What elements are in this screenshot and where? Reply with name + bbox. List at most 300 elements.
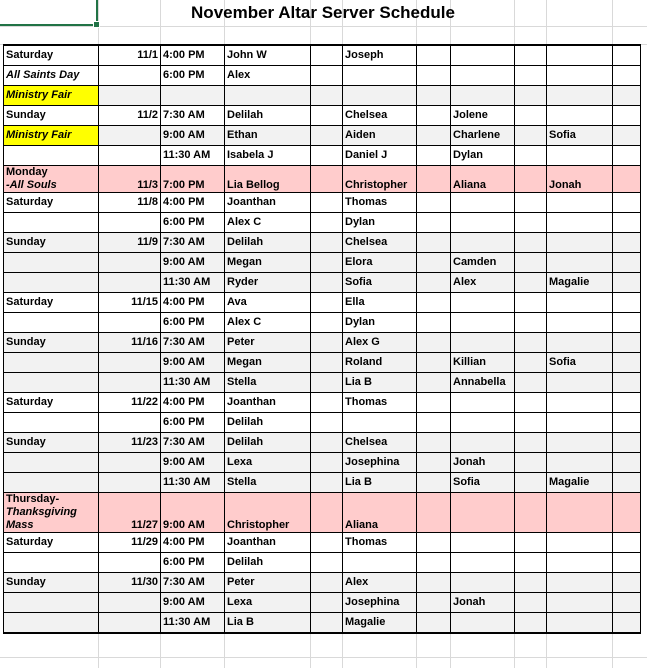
server-2-cell[interactable]: Lia B <box>343 373 417 393</box>
server-4-cell[interactable] <box>547 373 613 393</box>
spacer-cell[interactable] <box>515 293 547 313</box>
spacer-cell[interactable] <box>515 593 547 613</box>
day-cell[interactable] <box>4 273 99 293</box>
spacer-cell[interactable] <box>311 233 343 253</box>
day-cell[interactable] <box>4 493 99 533</box>
spacer-cell[interactable] <box>515 106 547 126</box>
table-row[interactable] <box>4 373 641 393</box>
time-cell[interactable]: 7:30 AM <box>161 333 225 353</box>
day-cell[interactable] <box>4 353 99 373</box>
server-1-cell[interactable]: Ryder <box>225 273 311 293</box>
server-2-cell[interactable]: Dylan <box>343 213 417 233</box>
spacer-cell[interactable] <box>311 373 343 393</box>
spacer-cell[interactable] <box>311 86 343 106</box>
server-4-cell[interactable] <box>547 66 613 86</box>
server-3-cell[interactable] <box>451 313 515 333</box>
spacer-cell[interactable] <box>417 166 451 193</box>
table-row[interactable] <box>4 45 641 66</box>
spacer-cell[interactable] <box>417 313 451 333</box>
server-1-cell[interactable]: Stella <box>225 473 311 493</box>
server-4-cell[interactable] <box>547 493 613 533</box>
time-cell[interactable]: 11:30 AM <box>161 473 225 493</box>
server-2-cell[interactable] <box>343 66 417 86</box>
day-cell[interactable] <box>4 413 99 433</box>
spacer-cell[interactable] <box>613 166 641 193</box>
day-cell[interactable] <box>4 213 99 233</box>
spacer-cell[interactable] <box>515 253 547 273</box>
server-2-cell[interactable]: Roland <box>343 353 417 373</box>
date-cell[interactable]: 11/9 <box>99 233 161 253</box>
date-cell[interactable] <box>99 86 161 106</box>
spacer-cell[interactable] <box>417 573 451 593</box>
server-3-cell[interactable] <box>451 333 515 353</box>
day-cell[interactable] <box>4 166 99 193</box>
server-4-cell[interactable] <box>547 573 613 593</box>
table-row[interactable] <box>4 313 641 333</box>
spacer-cell[interactable] <box>515 573 547 593</box>
table-row[interactable] <box>4 273 641 293</box>
date-cell[interactable]: 11/27 <box>99 493 161 533</box>
date-cell[interactable]: 11/15 <box>99 293 161 313</box>
server-2-cell[interactable]: Christopher <box>343 166 417 193</box>
server-1-cell[interactable]: Delilah <box>225 553 311 573</box>
spacer-cell[interactable] <box>311 193 343 213</box>
spacer-cell[interactable] <box>613 493 641 533</box>
server-4-cell[interactable] <box>547 533 613 553</box>
spacer-cell[interactable] <box>417 353 451 373</box>
spacer-cell[interactable] <box>417 106 451 126</box>
day-cell[interactable]: Sunday <box>4 106 99 126</box>
date-cell[interactable]: 11/16 <box>99 333 161 353</box>
server-4-cell[interactable] <box>547 433 613 453</box>
spacer-cell[interactable] <box>311 613 343 634</box>
spacer-cell[interactable] <box>311 146 343 166</box>
spacer-cell[interactable] <box>417 293 451 313</box>
server-3-cell[interactable]: Annabella <box>451 373 515 393</box>
spacer-cell[interactable] <box>311 106 343 126</box>
server-4-cell[interactable] <box>547 593 613 613</box>
server-1-cell[interactable]: Joanthan <box>225 533 311 553</box>
spacer-cell[interactable] <box>515 373 547 393</box>
spacer-cell[interactable] <box>417 613 451 634</box>
day-cell[interactable]: Saturday <box>4 45 99 66</box>
day-cell[interactable]: Sunday <box>4 433 99 453</box>
spacer-cell[interactable] <box>613 233 641 253</box>
server-1-cell[interactable]: Lia Bellog <box>225 166 311 193</box>
spacer-cell[interactable] <box>613 473 641 493</box>
date-cell[interactable]: 11/8 <box>99 193 161 213</box>
server-2-cell[interactable]: Aiden <box>343 126 417 146</box>
spacer-cell[interactable] <box>417 553 451 573</box>
table-row[interactable] <box>4 233 641 253</box>
spacer-cell[interactable] <box>417 453 451 473</box>
time-cell[interactable]: 11:30 AM <box>161 373 225 393</box>
server-1-cell[interactable]: Peter <box>225 573 311 593</box>
date-cell[interactable] <box>99 273 161 293</box>
time-cell[interactable]: 4:00 PM <box>161 193 225 213</box>
spacer-cell[interactable] <box>311 453 343 473</box>
table-row[interactable] <box>4 193 641 213</box>
spacer-cell[interactable] <box>311 293 343 313</box>
spacer-cell[interactable] <box>417 126 451 146</box>
time-cell[interactable] <box>161 86 225 106</box>
server-4-cell[interactable] <box>547 613 613 634</box>
date-cell[interactable]: 11/29 <box>99 533 161 553</box>
table-row[interactable] <box>4 86 641 106</box>
spacer-cell[interactable] <box>417 473 451 493</box>
spacer-cell[interactable] <box>417 66 451 86</box>
server-2-cell[interactable]: Chelsea <box>343 233 417 253</box>
server-1-cell[interactable]: Alex C <box>225 213 311 233</box>
day-cell[interactable]: Saturday <box>4 193 99 213</box>
spacer-cell[interactable] <box>613 433 641 453</box>
server-4-cell[interactable]: Sofia <box>547 126 613 146</box>
table-row[interactable] <box>4 333 641 353</box>
time-cell[interactable]: 6:00 PM <box>161 66 225 86</box>
day-cell[interactable] <box>4 613 99 634</box>
spacer-cell[interactable] <box>613 553 641 573</box>
date-cell[interactable] <box>99 146 161 166</box>
date-cell[interactable] <box>99 213 161 233</box>
spacer-cell[interactable] <box>515 453 547 473</box>
time-cell[interactable]: 4:00 PM <box>161 293 225 313</box>
spacer-cell[interactable] <box>515 553 547 573</box>
server-1-cell[interactable]: Joanthan <box>225 393 311 413</box>
spacer-cell[interactable] <box>311 473 343 493</box>
server-1-cell[interactable]: Lexa <box>225 593 311 613</box>
time-cell[interactable]: 11:30 AM <box>161 613 225 634</box>
spacer-cell[interactable] <box>515 613 547 634</box>
spacer-cell[interactable] <box>311 273 343 293</box>
server-2-cell[interactable]: Lia B <box>343 473 417 493</box>
server-1-cell[interactable]: Alex C <box>225 313 311 333</box>
table-row[interactable] <box>4 146 641 166</box>
date-cell[interactable]: 11/22 <box>99 393 161 413</box>
date-cell[interactable] <box>99 373 161 393</box>
server-1-cell[interactable]: Ethan <box>225 126 311 146</box>
server-1-cell[interactable] <box>225 86 311 106</box>
server-2-cell[interactable]: Aliana <box>343 493 417 533</box>
spacer-cell[interactable] <box>613 45 641 66</box>
server-4-cell[interactable] <box>547 453 613 473</box>
server-4-cell[interactable] <box>547 106 613 126</box>
table-row[interactable] <box>4 413 641 433</box>
table-row[interactable] <box>4 533 641 553</box>
spacer-cell[interactable] <box>613 293 641 313</box>
spacer-cell[interactable] <box>613 253 641 273</box>
date-cell[interactable] <box>99 353 161 373</box>
time-cell[interactable]: 4:00 PM <box>161 45 225 66</box>
spacer-cell[interactable] <box>515 126 547 146</box>
table-row[interactable] <box>4 573 641 593</box>
time-cell[interactable]: 7:30 AM <box>161 573 225 593</box>
table-row[interactable] <box>4 473 641 493</box>
server-4-cell[interactable]: Jonah <box>547 166 613 193</box>
spacer-cell[interactable] <box>613 126 641 146</box>
spacer-cell[interactable] <box>417 213 451 233</box>
spacer-cell[interactable] <box>613 273 641 293</box>
spacer-cell[interactable] <box>613 66 641 86</box>
server-1-cell[interactable]: Megan <box>225 353 311 373</box>
spacer-cell[interactable] <box>311 45 343 66</box>
spacer-cell[interactable] <box>515 493 547 533</box>
server-2-cell[interactable]: Thomas <box>343 533 417 553</box>
table-row[interactable] <box>4 613 641 634</box>
server-1-cell[interactable]: Lia B <box>225 613 311 634</box>
time-cell[interactable]: 11:30 AM <box>161 146 225 166</box>
server-4-cell[interactable] <box>547 393 613 413</box>
server-4-cell[interactable] <box>547 86 613 106</box>
server-3-cell[interactable] <box>451 45 515 66</box>
server-1-cell[interactable]: Joanthan <box>225 193 311 213</box>
day-cell[interactable]: Saturday <box>4 293 99 313</box>
server-4-cell[interactable] <box>547 313 613 333</box>
table-row[interactable] <box>4 106 641 126</box>
spacer-cell[interactable] <box>613 573 641 593</box>
server-3-cell[interactable]: Dylan <box>451 146 515 166</box>
server-4-cell[interactable] <box>547 553 613 573</box>
server-2-cell[interactable]: Ella <box>343 293 417 313</box>
day-cell[interactable] <box>4 453 99 473</box>
spacer-cell[interactable] <box>515 433 547 453</box>
server-2-cell[interactable]: Daniel J <box>343 146 417 166</box>
server-3-cell[interactable] <box>451 233 515 253</box>
spacer-cell[interactable] <box>613 593 641 613</box>
spacer-cell[interactable] <box>613 353 641 373</box>
time-cell[interactable]: 7:30 AM <box>161 433 225 453</box>
table-row[interactable] <box>4 453 641 473</box>
spacer-cell[interactable] <box>515 353 547 373</box>
server-2-cell[interactable] <box>343 553 417 573</box>
spacer-cell[interactable] <box>311 213 343 233</box>
server-1-cell[interactable]: Lexa <box>225 453 311 473</box>
spacer-cell[interactable] <box>515 213 547 233</box>
server-3-cell[interactable] <box>451 213 515 233</box>
server-2-cell[interactable]: Elora <box>343 253 417 273</box>
time-cell[interactable]: 9:00 AM <box>161 353 225 373</box>
spacer-cell[interactable] <box>311 313 343 333</box>
spacer-cell[interactable] <box>311 166 343 193</box>
date-cell[interactable] <box>99 66 161 86</box>
server-3-cell[interactable] <box>451 573 515 593</box>
server-2-cell[interactable]: Magalie <box>343 613 417 634</box>
spacer-cell[interactable] <box>417 493 451 533</box>
spacer-cell[interactable] <box>417 273 451 293</box>
date-cell[interactable] <box>99 313 161 333</box>
server-2-cell[interactable]: Sofia <box>343 273 417 293</box>
spacer-cell[interactable] <box>311 333 343 353</box>
server-3-cell[interactable] <box>451 66 515 86</box>
spacer-cell[interactable] <box>613 193 641 213</box>
table-row[interactable] <box>4 393 641 413</box>
server-3-cell[interactable]: Jonah <box>451 593 515 613</box>
server-1-cell[interactable]: Delilah <box>225 433 311 453</box>
spacer-cell[interactable] <box>613 373 641 393</box>
spacer-cell[interactable] <box>311 353 343 373</box>
server-2-cell[interactable]: Alex G <box>343 333 417 353</box>
date-cell[interactable] <box>99 253 161 273</box>
spacer-cell[interactable] <box>515 146 547 166</box>
server-3-cell[interactable] <box>451 293 515 313</box>
spacer-cell[interactable] <box>515 413 547 433</box>
date-cell[interactable]: 11/2 <box>99 106 161 126</box>
server-2-cell[interactable]: Joseph <box>343 45 417 66</box>
date-cell[interactable] <box>99 126 161 146</box>
spacer-cell[interactable] <box>515 333 547 353</box>
server-4-cell[interactable] <box>547 413 613 433</box>
spacer-cell[interactable] <box>613 453 641 473</box>
server-3-cell[interactable]: Alex <box>451 273 515 293</box>
spacer-cell[interactable] <box>311 593 343 613</box>
day-cell[interactable]: Saturday <box>4 393 99 413</box>
date-cell[interactable] <box>99 473 161 493</box>
server-1-cell[interactable]: Ava <box>225 293 311 313</box>
day-cell[interactable] <box>4 473 99 493</box>
time-cell[interactable]: 6:00 PM <box>161 213 225 233</box>
table-row[interactable] <box>4 213 641 233</box>
table-row[interactable] <box>4 433 641 453</box>
server-4-cell[interactable]: Magalie <box>547 273 613 293</box>
spacer-cell[interactable] <box>515 473 547 493</box>
spacer-cell[interactable] <box>417 233 451 253</box>
table-row[interactable] <box>4 593 641 613</box>
server-3-cell[interactable] <box>451 433 515 453</box>
server-2-cell[interactable]: Chelsea <box>343 106 417 126</box>
time-cell[interactable]: 9:00 AM <box>161 126 225 146</box>
day-cell[interactable]: Ministry Fair <box>4 86 99 106</box>
spacer-cell[interactable] <box>515 45 547 66</box>
time-cell[interactable]: 9:00 AM <box>161 493 225 533</box>
spacer-cell[interactable] <box>311 573 343 593</box>
date-cell[interactable] <box>99 553 161 573</box>
day-cell[interactable] <box>4 553 99 573</box>
server-1-cell[interactable]: Stella <box>225 373 311 393</box>
server-1-cell[interactable]: John W <box>225 45 311 66</box>
server-3-cell[interactable]: Camden <box>451 253 515 273</box>
spacer-cell[interactable] <box>417 45 451 66</box>
server-1-cell[interactable]: Delilah <box>225 413 311 433</box>
spacer-cell[interactable] <box>417 413 451 433</box>
day-cell[interactable] <box>4 593 99 613</box>
time-cell[interactable]: 6:00 PM <box>161 413 225 433</box>
spacer-cell[interactable] <box>311 413 343 433</box>
day-cell[interactable]: Saturday <box>4 533 99 553</box>
server-3-cell[interactable] <box>451 86 515 106</box>
server-2-cell[interactable]: Alex <box>343 573 417 593</box>
time-cell[interactable]: 7:30 AM <box>161 233 225 253</box>
spacer-cell[interactable] <box>613 106 641 126</box>
spacer-cell[interactable] <box>417 253 451 273</box>
table-row[interactable] <box>4 126 641 146</box>
spacer-cell[interactable] <box>417 146 451 166</box>
table-row[interactable] <box>4 353 641 373</box>
spacer-cell[interactable] <box>417 333 451 353</box>
server-3-cell[interactable] <box>451 613 515 634</box>
server-4-cell[interactable] <box>547 213 613 233</box>
spacer-cell[interactable] <box>613 613 641 634</box>
date-cell[interactable]: 11/30 <box>99 573 161 593</box>
table-row[interactable] <box>4 553 641 573</box>
spacer-cell[interactable] <box>613 533 641 553</box>
time-cell[interactable]: 7:00 PM <box>161 166 225 193</box>
spacer-cell[interactable] <box>417 373 451 393</box>
day-cell[interactable] <box>4 146 99 166</box>
server-4-cell[interactable] <box>547 293 613 313</box>
server-3-cell[interactable]: Jonah <box>451 453 515 473</box>
date-cell[interactable]: 11/1 <box>99 45 161 66</box>
time-cell[interactable]: 9:00 AM <box>161 253 225 273</box>
day-cell[interactable]: All Saints Day <box>4 66 99 86</box>
server-1-cell[interactable]: Megan <box>225 253 311 273</box>
server-3-cell[interactable]: Jolene <box>451 106 515 126</box>
date-cell[interactable] <box>99 593 161 613</box>
day-cell[interactable]: Sunday <box>4 333 99 353</box>
spacer-cell[interactable] <box>417 433 451 453</box>
spacer-cell[interactable] <box>311 393 343 413</box>
day-cell[interactable] <box>4 313 99 333</box>
server-2-cell[interactable]: Josephina <box>343 453 417 473</box>
spacer-cell[interactable] <box>311 533 343 553</box>
server-4-cell[interactable] <box>547 146 613 166</box>
server-3-cell[interactable] <box>451 193 515 213</box>
selected-cell[interactable] <box>0 0 98 26</box>
server-1-cell[interactable]: Alex <box>225 66 311 86</box>
server-3-cell[interactable]: Sofia <box>451 473 515 493</box>
spacer-cell[interactable] <box>613 86 641 106</box>
server-2-cell[interactable] <box>343 413 417 433</box>
server-4-cell[interactable] <box>547 45 613 66</box>
spacer-cell[interactable] <box>515 313 547 333</box>
spacer-cell[interactable] <box>613 313 641 333</box>
time-cell[interactable]: 7:30 AM <box>161 106 225 126</box>
date-cell[interactable] <box>99 453 161 473</box>
spacer-cell[interactable] <box>515 66 547 86</box>
server-3-cell[interactable] <box>451 393 515 413</box>
day-cell[interactable] <box>4 253 99 273</box>
spacer-cell[interactable] <box>515 166 547 193</box>
server-4-cell[interactable] <box>547 193 613 213</box>
spacer-cell[interactable] <box>311 253 343 273</box>
spacer-cell[interactable] <box>311 433 343 453</box>
server-4-cell[interactable] <box>547 233 613 253</box>
server-2-cell[interactable]: Thomas <box>343 193 417 213</box>
spacer-cell[interactable] <box>515 193 547 213</box>
spacer-cell[interactable] <box>311 126 343 146</box>
table-row[interactable] <box>4 166 641 193</box>
server-1-cell[interactable]: Christopher <box>225 493 311 533</box>
spacer-cell[interactable] <box>311 553 343 573</box>
server-1-cell[interactable]: Isabela J <box>225 146 311 166</box>
server-3-cell[interactable] <box>451 533 515 553</box>
time-cell[interactable]: 6:00 PM <box>161 553 225 573</box>
spacer-cell[interactable] <box>613 213 641 233</box>
server-3-cell[interactable]: Killian <box>451 353 515 373</box>
server-2-cell[interactable]: Josephina <box>343 593 417 613</box>
server-4-cell[interactable]: Magalie <box>547 473 613 493</box>
spacer-cell[interactable] <box>613 146 641 166</box>
spacer-cell[interactable] <box>613 333 641 353</box>
spacer-cell[interactable] <box>417 393 451 413</box>
date-cell[interactable] <box>99 413 161 433</box>
spacer-cell[interactable] <box>417 593 451 613</box>
spacer-cell[interactable] <box>515 393 547 413</box>
server-4-cell[interactable] <box>547 253 613 273</box>
spacer-cell[interactable] <box>515 533 547 553</box>
server-3-cell[interactable] <box>451 493 515 533</box>
server-3-cell[interactable]: Charlene <box>451 126 515 146</box>
date-cell[interactable]: 11/23 <box>99 433 161 453</box>
spacer-cell[interactable] <box>417 533 451 553</box>
